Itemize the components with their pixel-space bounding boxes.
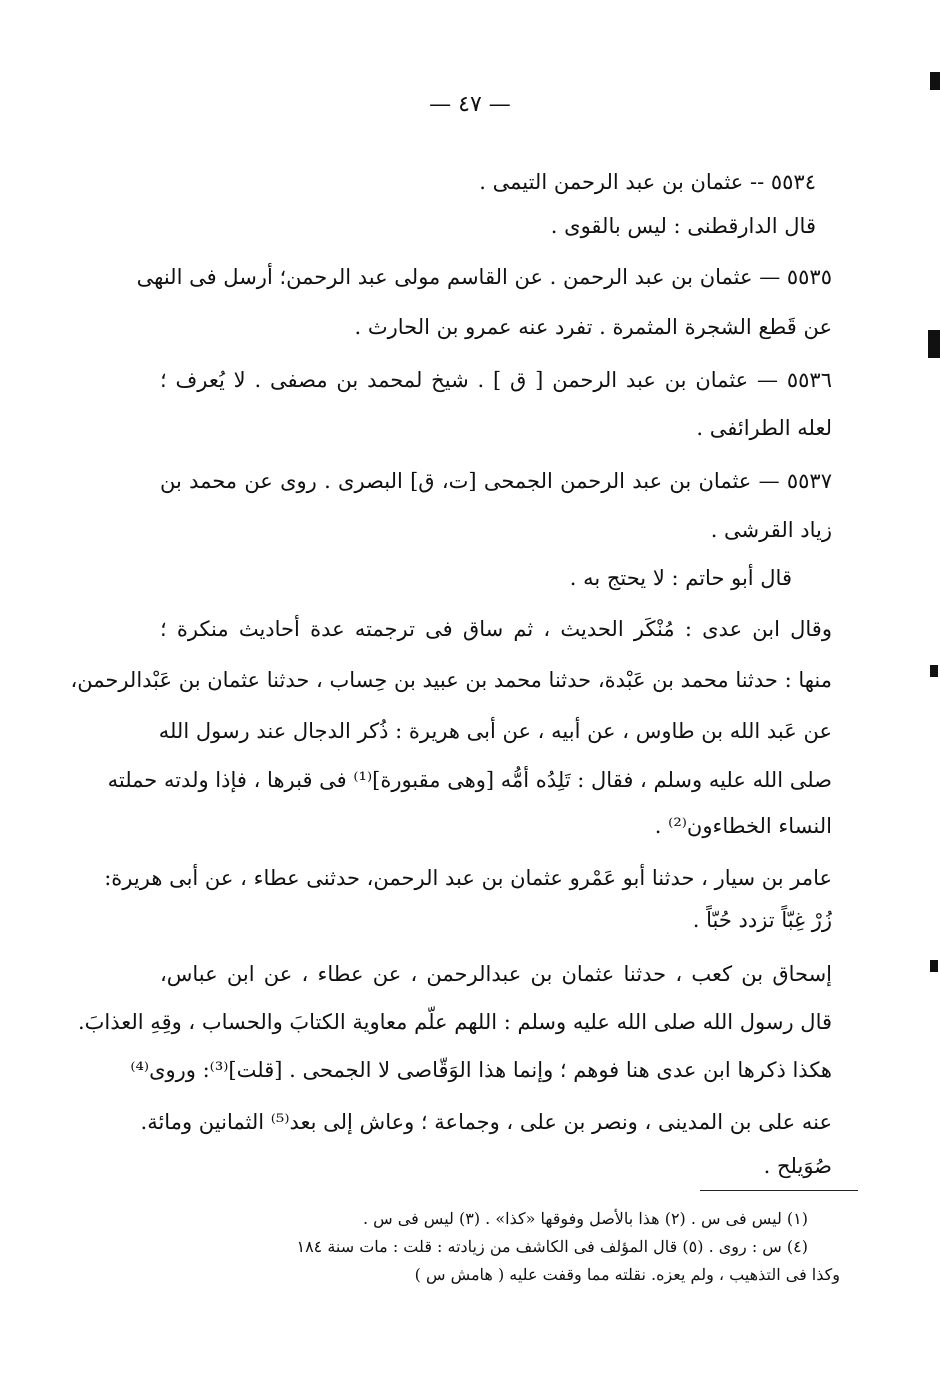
scan-mark (930, 72, 940, 90)
text-line: هكذا ذكرها ابن عدى هنا فوهم ؛ وإنما هذا الوَقّاصى لا الجمحى . [قلت]⁽³⁾: وروى⁽⁴⁾ (130, 1058, 832, 1082)
footnote-line: وكذا فى التذهيب ، ولم يعزه. نقلته مما وقفت عليه ( هامش س ) (414, 1265, 840, 1284)
footnote-separator (700, 1190, 858, 1191)
scan-mark (928, 330, 940, 358)
entry-5536: ٥٥٣٦ — عثمان بن عبد الرحمن [ ق ] . شيخ لمحمد بن مصفى . لا يُعرف ؛ (160, 368, 832, 392)
text-line: زياد القرشى . (710, 518, 832, 542)
footnote-line: (١) ليس فى س . (٢) هذا بالأصل وفوقها «كذا» . (٣) ليس فى س . (362, 1209, 808, 1228)
text-line: قال أبو حاتم : لا يحتج به . (569, 566, 792, 590)
text-line: وقال ابن عدى : مُنْكَر الحديث ، ثم ساق فى ترجمته عدة أحاديث منكرة ؛ (160, 617, 832, 641)
text-line: لعله الطرائفى . (696, 416, 832, 440)
entry-5535: ٥٥٣٥ — عثمان بن عبد الرحمن . عن القاسم مولى عبد الرحمن؛ أرسل فى النهى (136, 265, 832, 289)
footnote-line: (٤) س : روى . (٥) قال المؤلف فى الكاشف من زيادته : قلت : مات سنة ١٨٤ (296, 1237, 808, 1256)
text-line: عن عَبد الله بن طاوس ، عن أبيه ، عن أبى هريرة : ذُكر الدجال عند رسول الله (158, 719, 832, 743)
text-line: قال الدارقطنى : ليس بالقوى . (550, 214, 816, 238)
text-line: النساء الخطاءون⁽²⁾ . (654, 814, 832, 838)
text-line: صُوَيلح . (763, 1154, 832, 1178)
scan-mark (930, 665, 938, 677)
text-line: زُرْ غِبّاً تزدد حُبّاً . (692, 908, 832, 932)
text-line: صلى الله عليه وسلم ، فقال : تَلِدُه أمُّه [وهى مقبورة]⁽¹⁾ فى قبرها ، فإذا ولدته حملته (107, 768, 832, 792)
page-number: — ٤٧ — (429, 92, 511, 117)
text-line: منها : حدثنا محمد بن عَبْدة، حدثنا محمد بن عبيد بن حِساب ، حدثنا عثمان بن عَبْدالرحمن، (70, 668, 832, 692)
text-line: عنه على بن المدينى ، ونصر بن على ، وجماعة ؛ وعاش إلى بعد⁽⁵⁾ الثمانين ومائة. (140, 1110, 832, 1134)
text-line: عامر بن سيار ، حدثنا أبو عَمْرو عثمان بن عبد الرحمن، حدثنى عطاء ، عن أبى هريرة: (104, 866, 832, 890)
text-line: قال رسول الله صلى الله عليه وسلم : اللهم علّم معاوية الكتابَ والحساب ، وقِهِ العذابَ. (77, 1010, 832, 1034)
entry-5537: ٥٥٣٧ — عثمان بن عبد الرحمن الجمحى [ت، ق] البصرى . روى عن محمد بن (160, 469, 832, 493)
entry-5534: ٥٥٣٤ -- عثمان بن عبد الرحمن التيمى . (479, 170, 816, 194)
text-line: إسحاق بن كعب ، حدثنا عثمان بن عبدالرحمن ، عن عطاء ، عن ابن عباس، (160, 962, 832, 986)
scan-mark (930, 960, 938, 972)
text-line: عن قَطع الشجرة المثمرة . تفرد عنه عمرو بن الحارث . (354, 315, 832, 339)
